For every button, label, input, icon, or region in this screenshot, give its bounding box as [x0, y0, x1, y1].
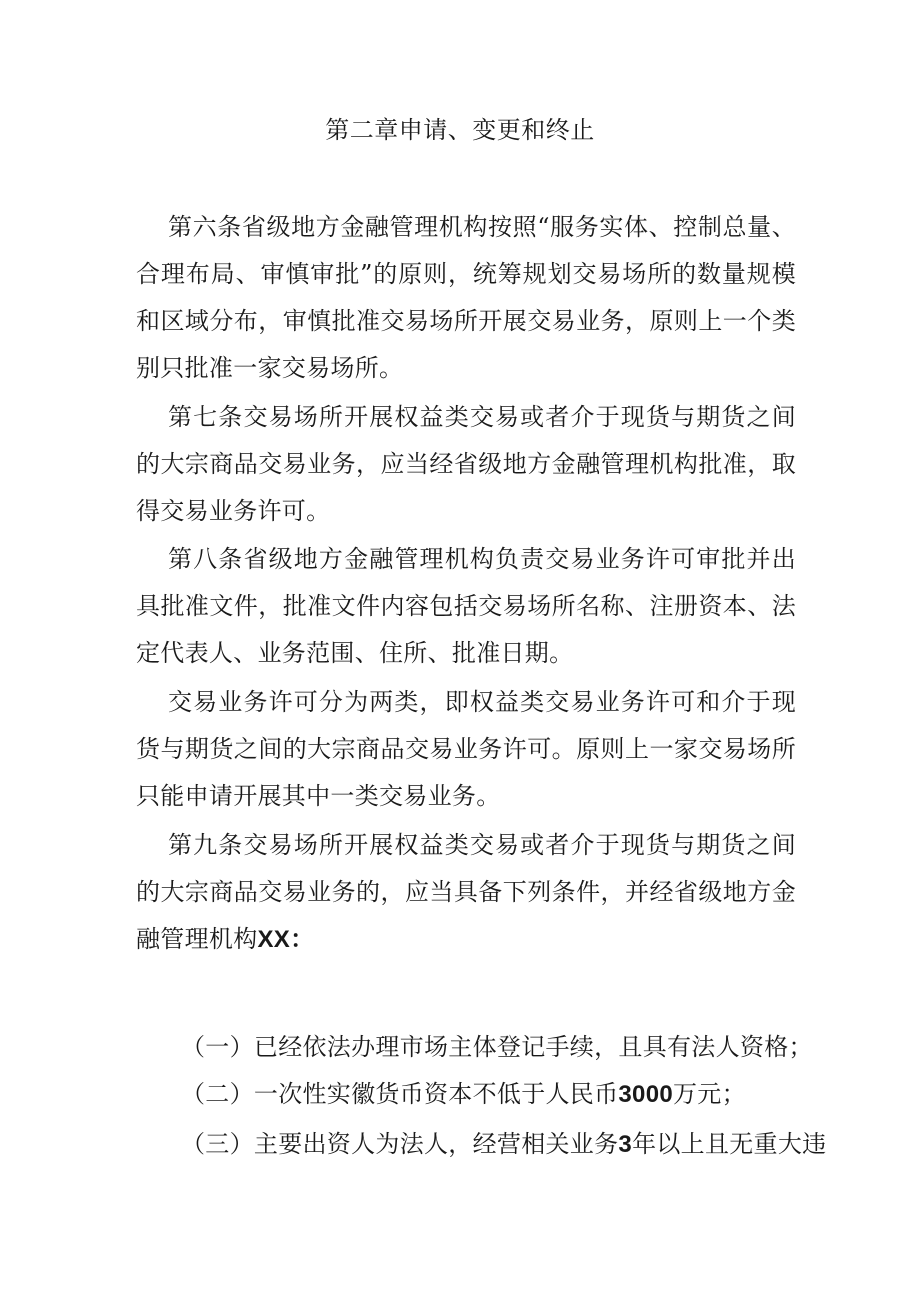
- condition-item-3: [181, 1121, 827, 1168]
- condition-item-2-amount: 3000: [618, 1081, 673, 1108]
- chapter-title: 第二章申请、变更和终止: [325, 116, 595, 144]
- condition-item-2-text: （二）一次性实徽货币资本不低于人民币: [181, 1080, 619, 1108]
- article-6: 第六条省级地方金融管理机构按照“服务实体、控制总量、合理布局、审慎审批”的原则，统筹规划交易场所的数量规模和区域分布，审慎批准交易场所开展交易业务，原则上一个类别只批准一家交易场所。: [136, 213, 796, 382]
- article-9: [136, 822, 796, 963]
- condition-item-3-tail: 年以上且无重大违: [632, 1130, 827, 1158]
- article-9-text: 第九条交易场所开展权益类交易或者介于现货与期货之间的大宗商品交易业务的，应当具备下列条件，并经省级地方金融管理机构: [136, 831, 796, 953]
- condition-item-3-years: 3: [618, 1131, 633, 1158]
- condition-item-1: （一）已经依法办理市场主体登记手续，且具有法人资格；: [181, 1033, 813, 1061]
- condition-item-2-unit: 万元；: [673, 1080, 746, 1108]
- article-9-placeholder: XX：: [257, 926, 315, 953]
- condition-item-3-text: （三）主要出资人为法人，经营相关业务: [181, 1130, 619, 1158]
- condition-item-2: [181, 1071, 801, 1118]
- article-8: 第八条省级地方金融管理机构负责交易业务许可审批并出具批准文件，批准文件内容包括交易场所名称、注册资本、法定代表人、业务范围、住所、批准日期。: [136, 545, 796, 667]
- article-7: 第七条交易场所开展权益类交易或者介于现货与期货之间的大宗商品交易业务，应当经省级地方金融管理机构批准，取得交易业务许可。: [136, 403, 796, 525]
- article-8-license-types: 交易业务许可分为两类，即权益类交易业务许可和介于现货与期货之间的大宗商品交易业务许可。原则上一家交易场所只能申请开展其中一类交易业务。: [136, 688, 796, 810]
